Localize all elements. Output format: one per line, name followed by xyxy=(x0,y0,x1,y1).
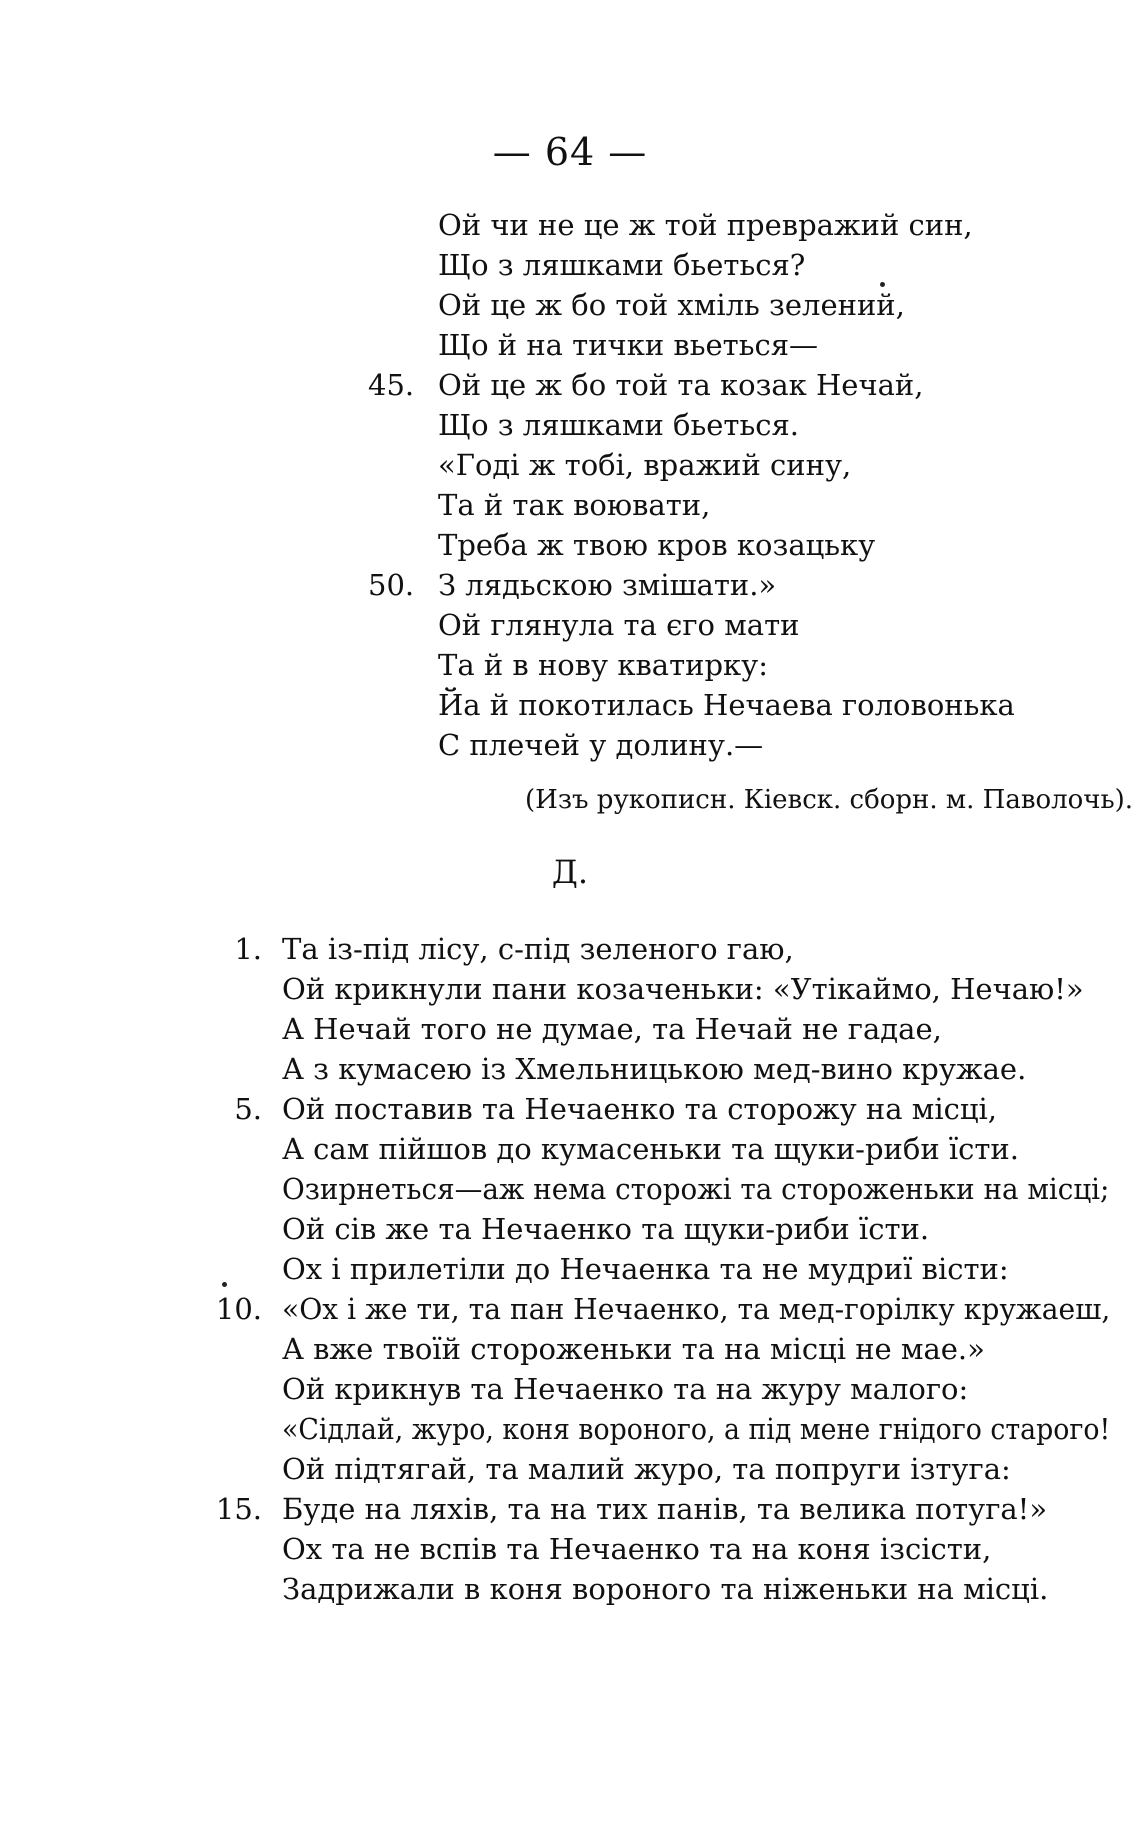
poem-line: А сам пійшов до кумасеньки та щуки-риби їсти. xyxy=(282,1132,1019,1166)
poem-line: Ой сів же та Нечаенко та щуки-риби їсти. xyxy=(282,1212,930,1246)
line-number-45: 45. xyxy=(368,368,415,402)
poem-line: А Нечай того не думае, та Нечай не гадае, xyxy=(282,1012,942,1046)
poem-line: Що з ляшками бьеться. xyxy=(438,408,799,442)
poem-line: «Ох і же ти, та пан Нечаенко, та мед-горілку кружаеш, xyxy=(282,1292,1111,1326)
poem-line: Ой це ж бо той та козак Нечай, xyxy=(438,368,924,402)
line-number-1: 1. xyxy=(234,932,262,966)
poem-line: Ой глянула та єго мати xyxy=(438,608,800,642)
poem-line: Ой крикнув та Нечаенко та на журу малого: xyxy=(282,1372,969,1406)
poem-line: Та й в нову кватирку: xyxy=(438,648,768,682)
poem-line: «Годі ж тобі, вражий сину, xyxy=(438,448,852,482)
poem-line: А вже твоїй стороженьки та на місці не мае.» xyxy=(282,1332,985,1366)
poem-line: Що з ляшками бьеться? xyxy=(438,248,806,282)
poem-line: А з кумасею із Хмельницькою мед-вино кружае. xyxy=(282,1052,1027,1086)
poem-line: Та й так воювати, xyxy=(438,488,711,522)
page-number: — 64 — xyxy=(492,130,648,174)
poem-line: Ой це ж бо той хміль зелений, xyxy=(438,288,905,322)
poem-line: Ой чи не це ж той превражий син, xyxy=(438,208,973,242)
section-heading: Д. xyxy=(551,853,589,891)
poem-line: Задрижали в коня вороного та ніженьки на місці. xyxy=(282,1572,1049,1606)
poem-line: Озирнеться—аж нема сторожі та стороженьки на місці; xyxy=(282,1172,1110,1206)
line-number-10: 10. xyxy=(215,1292,262,1326)
line-number-5: 5. xyxy=(234,1092,262,1126)
poem-line: Ох і прилетіли до Нечаенка та не мудриї вісти: xyxy=(282,1252,1009,1286)
poem-line: Ой крикнули пани козаченьки: «Утікаймо, Нечаю!» xyxy=(282,972,1084,1006)
source-note: (Изъ рукописн. Кіевск. сборн. м. Паволочь). xyxy=(525,785,1134,815)
poem-line: Треба ж твою кров козацьку xyxy=(438,528,876,562)
poem-line: С плечей у долину.— xyxy=(438,728,764,762)
poem-line: Що й на тички вьеться— xyxy=(438,328,819,362)
poem-line: Ой підтягай, та малий журо, та попруги ізтуга: xyxy=(282,1452,1011,1486)
scan-speck xyxy=(880,282,885,287)
line-number-15: 15. xyxy=(215,1492,262,1526)
poem-line: Ой поставив та Нечаенко та сторожу на місці, xyxy=(282,1092,997,1126)
scan-speck xyxy=(222,1282,227,1287)
poem-line: Та із-під лісу, с-під зеленого гаю, xyxy=(282,932,794,966)
poem-line: «Сідлай, журо, коня вороного, а під мене гнідого старого! xyxy=(282,1412,1111,1446)
poem-line: Буде на ляхів, та на тих панів, та велика потуга!» xyxy=(282,1492,1048,1526)
line-number-50: 50. xyxy=(368,568,415,602)
poem-line: З лядьскою змішати.» xyxy=(438,568,777,602)
poem-line: Йа й покотилась Нечаева головонька xyxy=(438,688,1015,722)
poem-line: Ох та не вспів та Нечаенко та на коня ізсісти, xyxy=(282,1532,992,1566)
